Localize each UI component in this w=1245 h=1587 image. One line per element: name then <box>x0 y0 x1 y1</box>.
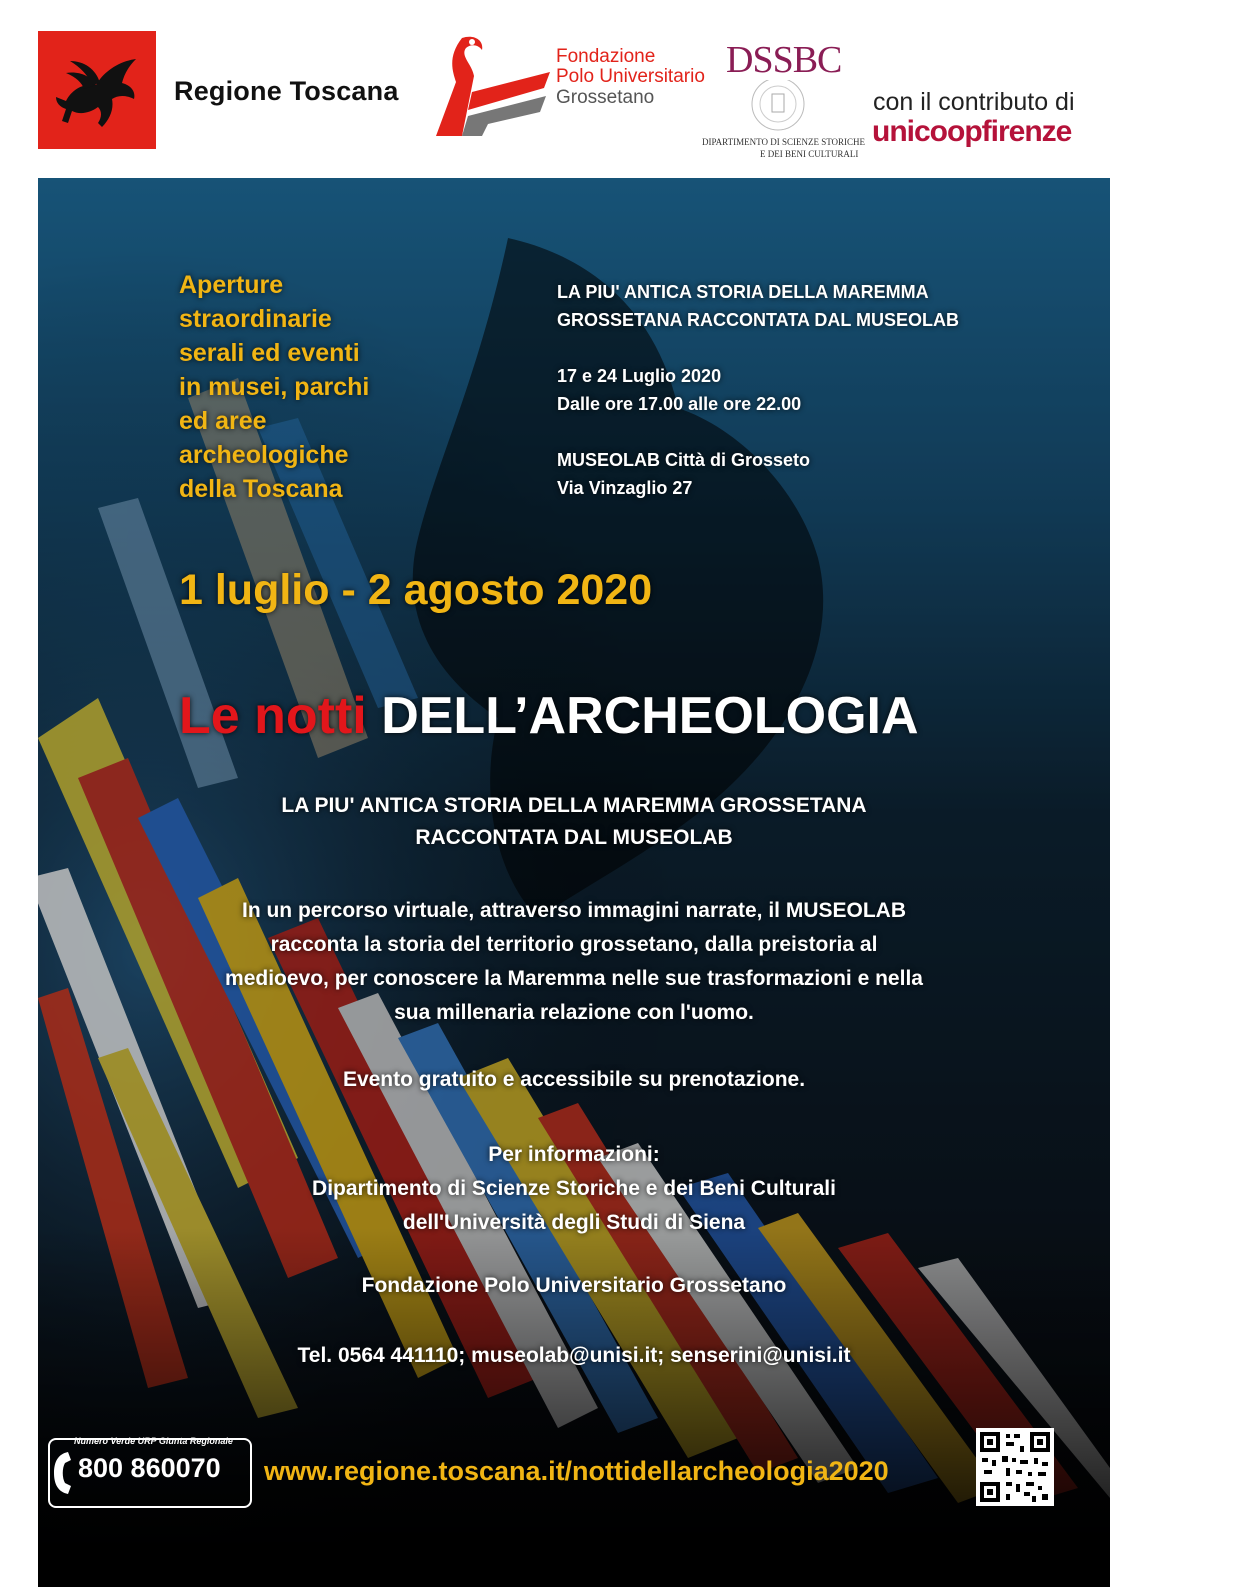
description-line: sua millenaria relazione con l'uomo. <box>394 1001 754 1024</box>
event-details-title-line2: GROSSETANA RACCONTATA DAL MUSEOLAB <box>557 310 959 330</box>
event-details-title-line1: LA PIU' ANTICA STORIA DELLA MAREMMA <box>557 282 929 302</box>
regione-toscana-logo <box>38 31 156 149</box>
poster-title <box>179 686 919 746</box>
info-line: Dipartimento di Scienze Storiche e dei Beni Culturali <box>312 1177 836 1200</box>
event-venue: MUSEOLAB Città di Grosseto <box>557 450 811 470</box>
event-dates: 17 e 24 Luglio 2020 <box>557 366 722 386</box>
regione-toscana-name: Regione Toscana <box>174 76 399 106</box>
left-intro-line: della Toscana <box>179 475 343 503</box>
toll-free-number[interactable]: 800 860070 <box>78 1453 221 1483</box>
left-intro-block <box>179 268 439 506</box>
event-website-link[interactable]: www.regione.toscana.it/nottidellarcheologia2020 <box>264 1456 889 1486</box>
subtitle-line: RACCONTATA DAL MUSEOLAB <box>415 826 733 849</box>
poster-subtitle <box>38 790 1110 854</box>
left-intro-line: Aperture <box>179 271 284 299</box>
event-time: Dalle ore 17.00 alle ore 22.00 <box>557 394 802 414</box>
left-intro-line: straordinarie <box>179 305 332 333</box>
info-line: dell'Università degli Studi di Siena <box>402 1211 746 1234</box>
fondazione-name-line1: Fondazione <box>556 46 656 67</box>
poster-title-red-part: Le notti <box>179 687 367 745</box>
subtitle-line: LA PIU' ANTICA STORIA DELLA MAREMMA GROSSETANA <box>281 794 867 817</box>
left-intro-line: ed aree <box>179 407 267 435</box>
dssbc-logo-title: DSSBC <box>726 39 842 81</box>
toll-free-label: Numero Verde URP Giunta Regionale <box>74 1436 233 1446</box>
info-block <box>38 1138 1110 1240</box>
description-line: racconta la storia del territorio grossetano, dalla preistoria al <box>270 933 878 956</box>
pegasus-icon <box>38 31 156 149</box>
dssbc-subtitle-line2: E DEI BENI CULTURALI <box>760 149 859 159</box>
event-address: Via Vinzaglio 27 <box>557 478 693 498</box>
poster-title-white-part: DELL’ARCHEOLOGIA <box>366 687 919 745</box>
left-intro-line: in musei, parchi <box>179 373 370 401</box>
fondazione-name-line2: Polo Universitario <box>556 66 705 87</box>
info-heading: Per informazioni: <box>488 1143 660 1166</box>
left-intro-line: archeologiche <box>179 441 349 469</box>
contact-line: Tel. 0564 441110; museolab@unisi.it; senserini@unisi.it <box>297 1344 851 1367</box>
dssbc-subtitle-line1: DIPARTIMENTO DI SCIENZE STORICHE <box>702 137 866 147</box>
event-details-block <box>557 278 959 502</box>
unicoop-firenze-logo: unicoopfirenze <box>872 115 1072 148</box>
header-logos <box>0 0 1245 178</box>
description-line: medioevo, per conoscere la Maremma nelle sue trasformazioni e nella <box>225 967 923 990</box>
telephone-icon <box>50 1450 74 1496</box>
contribution-text: con il contributo di <box>873 88 1075 116</box>
event-description <box>38 894 1110 1030</box>
fondazione-contact: Fondazione Polo Universitario Grossetano <box>361 1274 787 1297</box>
festival-date-range: 1 luglio - 2 agosto 2020 <box>179 566 653 614</box>
description-line: In un percorso virtuale, attraverso immagini narrate, il MUSEOLAB <box>241 899 906 922</box>
qr-code-icon[interactable] <box>976 1428 1054 1506</box>
fondazione-name-line3: Grossetano <box>556 87 655 108</box>
free-event-note: Evento gratuito e accessibile su prenotazione. <box>342 1068 806 1091</box>
fpug-logo-icon <box>432 32 552 140</box>
event-poster <box>38 178 1110 1587</box>
left-intro-line: serali ed eventi <box>179 339 360 367</box>
university-seal-icon <box>738 80 818 136</box>
